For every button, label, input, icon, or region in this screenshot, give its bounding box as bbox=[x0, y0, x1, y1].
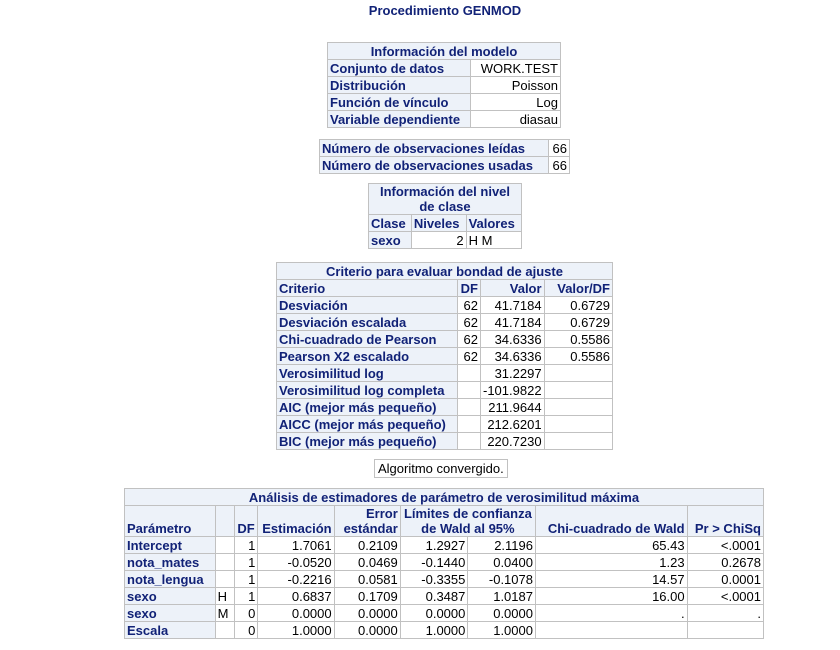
table-row bbox=[277, 433, 613, 450]
row-label: Número de observaciones leídas bbox=[320, 140, 549, 157]
valordf: 0.5586 bbox=[544, 331, 612, 348]
col-header-niveles: Niveles bbox=[411, 215, 466, 232]
lower-limit: -0.1440 bbox=[400, 554, 468, 571]
row-label: Variable dependiente bbox=[328, 111, 471, 128]
table-row bbox=[320, 157, 570, 174]
upper-limit: 0.0000 bbox=[468, 605, 536, 622]
col-header-valor: Valor bbox=[481, 280, 545, 297]
model-info-title: Información del modelo bbox=[328, 43, 561, 60]
valordf bbox=[544, 399, 612, 416]
param: sexo bbox=[125, 588, 216, 605]
row-label: Función de vínculo bbox=[328, 94, 471, 111]
table-row bbox=[125, 537, 764, 554]
upper-limit: 0.0400 bbox=[468, 554, 536, 571]
df: 62 bbox=[458, 348, 481, 365]
wald-line2: de Wald al 95% bbox=[421, 521, 515, 536]
df: 1 bbox=[234, 571, 257, 588]
chi-square: 1.23 bbox=[535, 554, 687, 571]
col-header-criterio: Criterio bbox=[277, 280, 458, 297]
table-row bbox=[277, 416, 613, 433]
valor: 34.6336 bbox=[481, 331, 545, 348]
estimate: -0.0520 bbox=[258, 554, 334, 571]
criterio: Verosimilitud log completa bbox=[277, 382, 458, 399]
level bbox=[215, 537, 234, 554]
param: Escala bbox=[125, 622, 216, 639]
row-label: Distribución bbox=[328, 77, 471, 94]
df: 62 bbox=[458, 331, 481, 348]
table-row bbox=[125, 571, 764, 588]
upper-limit: -0.1078 bbox=[468, 571, 536, 588]
std-error: 0.0469 bbox=[334, 554, 400, 571]
row-value: WORK.TEST bbox=[471, 60, 561, 77]
valor: 41.7184 bbox=[481, 297, 545, 314]
valor: 211.9644 bbox=[481, 399, 545, 416]
lower-limit: -0.3355 bbox=[400, 571, 468, 588]
class-levels: 2 bbox=[411, 232, 466, 249]
std-error: 0.0000 bbox=[334, 622, 400, 639]
df: 1 bbox=[234, 537, 257, 554]
p-value: 0.0001 bbox=[687, 571, 763, 588]
table-row bbox=[328, 94, 561, 111]
valor: -101.9822 bbox=[481, 382, 545, 399]
row-label: Conjunto de datos bbox=[328, 60, 471, 77]
table-row bbox=[125, 622, 764, 639]
class-info-title-line1: Información del nivel bbox=[379, 184, 511, 199]
chi-square: 16.00 bbox=[535, 588, 687, 605]
estimate: 0.6837 bbox=[258, 588, 334, 605]
fit-title: Criterio para evaluar bondad de ajuste bbox=[277, 263, 613, 280]
col-header-valores: Valores bbox=[466, 215, 521, 232]
level: M bbox=[215, 605, 234, 622]
criterio: Desviación bbox=[277, 297, 458, 314]
criterio: AIC (mejor más pequeño) bbox=[277, 399, 458, 416]
df: 0 bbox=[234, 622, 257, 639]
col-header-df: DF bbox=[234, 506, 257, 537]
valordf bbox=[544, 416, 612, 433]
col-header-error bbox=[334, 506, 400, 537]
p-value: . bbox=[687, 605, 763, 622]
table-row bbox=[328, 77, 561, 94]
p-value: 0.2678 bbox=[687, 554, 763, 571]
lower-limit: 1.0000 bbox=[400, 622, 468, 639]
criterio: Verosimilitud log bbox=[277, 365, 458, 382]
std-error: 0.1709 bbox=[334, 588, 400, 605]
model-info-table bbox=[327, 42, 561, 128]
fit-criteria-table bbox=[276, 262, 613, 450]
valordf: 0.5586 bbox=[544, 348, 612, 365]
error-line2: estándar bbox=[343, 521, 398, 536]
std-error: 0.0581 bbox=[334, 571, 400, 588]
chi-square bbox=[535, 622, 687, 639]
table-row bbox=[277, 365, 613, 382]
criterio: Pearson X2 escalado bbox=[277, 348, 458, 365]
row-value: 66 bbox=[549, 140, 570, 157]
class-values: H M bbox=[466, 232, 521, 249]
table-row bbox=[277, 348, 613, 365]
estimate: -0.2216 bbox=[258, 571, 334, 588]
table-row bbox=[328, 60, 561, 77]
df bbox=[458, 416, 481, 433]
table-row bbox=[277, 314, 613, 331]
criterio: AICC (mejor más pequeño) bbox=[277, 416, 458, 433]
table-row bbox=[125, 588, 764, 605]
observations-table bbox=[319, 139, 570, 174]
estimate: 0.0000 bbox=[258, 605, 334, 622]
df bbox=[458, 433, 481, 450]
col-header-parametro: Parámetro bbox=[125, 506, 216, 537]
std-error: 0.2109 bbox=[334, 537, 400, 554]
valor: 31.2297 bbox=[481, 365, 545, 382]
valordf bbox=[544, 382, 612, 399]
valordf: 0.6729 bbox=[544, 314, 612, 331]
level bbox=[215, 554, 234, 571]
df: 62 bbox=[458, 297, 481, 314]
table-row bbox=[277, 399, 613, 416]
col-header-df: DF bbox=[458, 280, 481, 297]
chi-square: 14.57 bbox=[535, 571, 687, 588]
parameter-estimates-table bbox=[124, 488, 764, 639]
valor: 212.6201 bbox=[481, 416, 545, 433]
row-value: diasau bbox=[471, 111, 561, 128]
p-value: <.0001 bbox=[687, 537, 763, 554]
criterio: Desviación escalada bbox=[277, 314, 458, 331]
valor: 41.7184 bbox=[481, 314, 545, 331]
level bbox=[215, 571, 234, 588]
params-title: Análisis de estimadores de parámetro de verosimilitud máxima bbox=[125, 489, 764, 506]
valordf: 0.6729 bbox=[544, 297, 612, 314]
df bbox=[458, 399, 481, 416]
wald-line1: Límites de confianza bbox=[403, 506, 532, 521]
error-line1: Error bbox=[365, 506, 398, 521]
table-row bbox=[277, 331, 613, 348]
df bbox=[458, 382, 481, 399]
p-value: <.0001 bbox=[687, 588, 763, 605]
col-header-valordf: Valor/DF bbox=[544, 280, 612, 297]
df bbox=[458, 365, 481, 382]
upper-limit: 1.0000 bbox=[468, 622, 536, 639]
chi-square: 65.43 bbox=[535, 537, 687, 554]
convergence-note: Algoritmo convergido. bbox=[374, 459, 508, 478]
lower-limit: 0.3487 bbox=[400, 588, 468, 605]
row-label: Número de observaciones usadas bbox=[320, 157, 549, 174]
param: sexo bbox=[125, 605, 216, 622]
lower-limit: 1.2927 bbox=[400, 537, 468, 554]
upper-limit: 1.0187 bbox=[468, 588, 536, 605]
df: 0 bbox=[234, 605, 257, 622]
row-value: Log bbox=[471, 94, 561, 111]
df: 1 bbox=[234, 554, 257, 571]
table-row bbox=[125, 554, 764, 571]
table-row bbox=[328, 111, 561, 128]
lower-limit: 0.0000 bbox=[400, 605, 468, 622]
param: nota_lengua bbox=[125, 571, 216, 588]
procedure-title: Procedimiento GENMOD bbox=[368, 3, 522, 18]
estimate: 1.7061 bbox=[258, 537, 334, 554]
param: Intercept bbox=[125, 537, 216, 554]
df: 1 bbox=[234, 588, 257, 605]
col-header-clase: Clase bbox=[369, 215, 412, 232]
criterio: Chi-cuadrado de Pearson bbox=[277, 331, 458, 348]
valordf bbox=[544, 433, 612, 450]
class-info-title-line2: de clase bbox=[419, 199, 471, 214]
col-header-level bbox=[215, 506, 234, 537]
estimate: 1.0000 bbox=[258, 622, 334, 639]
level bbox=[215, 622, 234, 639]
col-header-chi: Chi-cuadrado de Wald bbox=[535, 506, 687, 537]
valordf bbox=[544, 365, 612, 382]
col-header-estimacion: Estimación bbox=[258, 506, 334, 537]
df: 62 bbox=[458, 314, 481, 331]
chi-square: . bbox=[535, 605, 687, 622]
std-error: 0.0000 bbox=[334, 605, 400, 622]
row-value: Poisson bbox=[471, 77, 561, 94]
class-info-table bbox=[368, 183, 522, 249]
upper-limit: 2.1196 bbox=[468, 537, 536, 554]
col-header-wald-limits bbox=[400, 506, 535, 537]
criterio: BIC (mejor más pequeño) bbox=[277, 433, 458, 450]
table-row bbox=[277, 382, 613, 399]
row-value: 66 bbox=[549, 157, 570, 174]
level: H bbox=[215, 588, 234, 605]
class-info-title bbox=[369, 184, 522, 215]
valor: 220.7230 bbox=[481, 433, 545, 450]
table-row bbox=[277, 297, 613, 314]
class-name: sexo bbox=[369, 232, 412, 249]
p-value bbox=[687, 622, 763, 639]
table-row bbox=[369, 232, 522, 249]
table-row bbox=[320, 140, 570, 157]
col-header-p: Pr > ChiSq bbox=[687, 506, 763, 537]
valor: 34.6336 bbox=[481, 348, 545, 365]
table-row bbox=[125, 605, 764, 622]
param: nota_mates bbox=[125, 554, 216, 571]
